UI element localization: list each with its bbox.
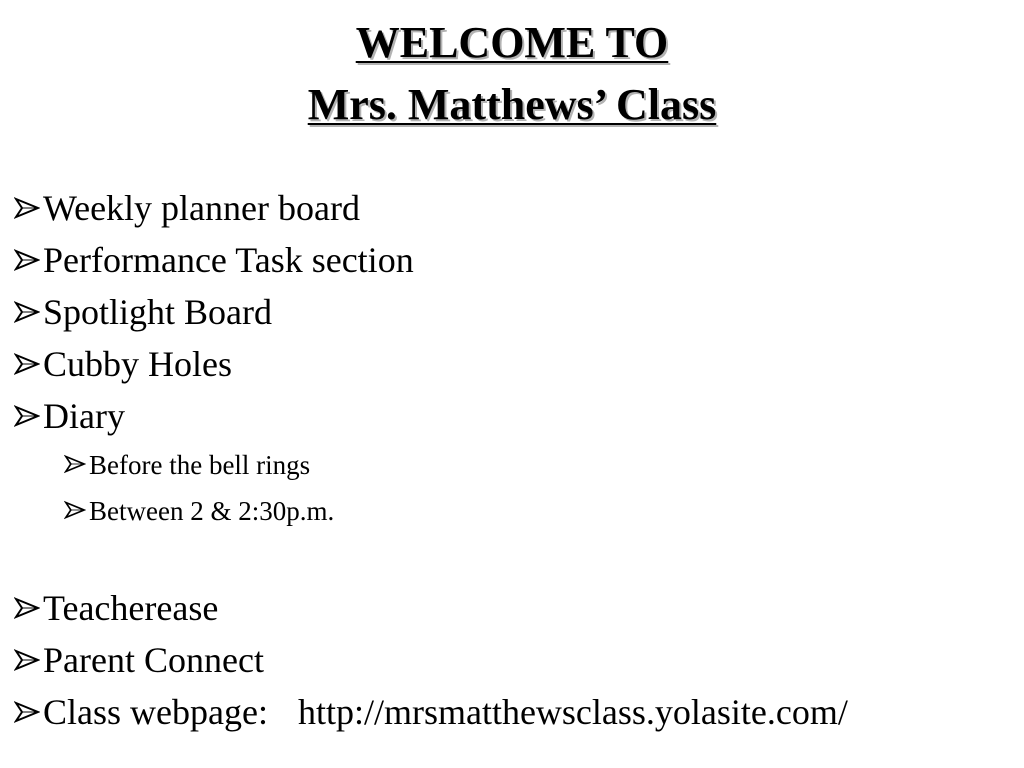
arrow-bullet-icon (14, 300, 40, 324)
title-line-1: WELCOME TO (355, 18, 669, 67)
arrow-bullet-icon (14, 404, 40, 428)
title-line-2: Mrs. Matthews’ Class (307, 80, 717, 129)
sub-list-item (14, 488, 1014, 534)
list-item (14, 686, 1014, 738)
bullet-label: Spotlight Board (43, 292, 273, 332)
list-item (14, 338, 1014, 390)
bullet-label: Class webpage: (43, 692, 268, 732)
bullet-label: Diary (43, 396, 125, 436)
sub-bullet-label: Before the bell rings (89, 450, 311, 480)
list-item (14, 582, 1014, 634)
bullet-label: Parent Connect (43, 640, 264, 680)
list-item (14, 390, 1014, 442)
bullet-list (14, 182, 1014, 738)
bullet-label: Cubby Holes (43, 344, 232, 384)
list-item (14, 234, 1014, 286)
page-title (0, 12, 1024, 136)
arrow-bullet-icon (14, 648, 40, 672)
list-item (14, 286, 1014, 338)
list-item (14, 182, 1014, 234)
arrow-bullet-icon (14, 596, 40, 620)
bullet-label: Teacherease (43, 588, 219, 628)
class-webpage-url[interactable]: http://mrsmatthewsclass.yolasite.com/ (297, 692, 848, 732)
spacer (14, 534, 1014, 582)
arrow-bullet-icon (14, 352, 40, 376)
bullet-label: Performance Task section (43, 240, 414, 280)
arrow-bullet-icon (64, 500, 86, 520)
sub-list-item (14, 442, 1014, 488)
arrow-bullet-icon (14, 248, 40, 272)
list-item (14, 634, 1014, 686)
arrow-bullet-icon (14, 700, 40, 724)
sub-bullet-label: Between 2 & 2:30p.m. (89, 496, 335, 526)
arrow-bullet-icon (14, 196, 40, 220)
bullet-label: Weekly planner board (43, 188, 360, 228)
arrow-bullet-icon (64, 454, 86, 474)
